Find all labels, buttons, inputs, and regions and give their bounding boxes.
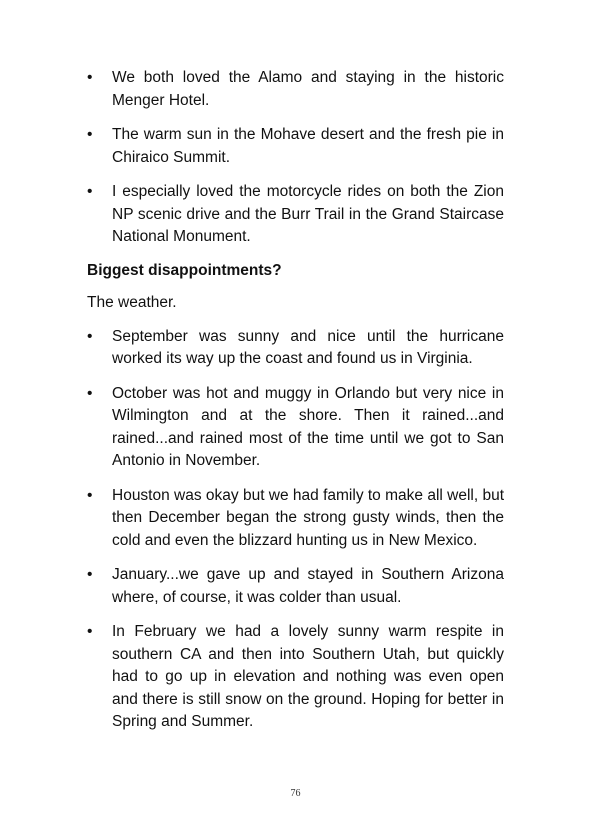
list-item-text: September was sunny and nice until the hurricane worked its way up the coast and found us in Virginia. bbox=[112, 327, 504, 367]
list-item bbox=[87, 564, 504, 609]
list-item-text: We both loved the Alamo and staying in the historic Menger Hotel. bbox=[112, 69, 504, 109]
list-item-text: I especially loved the motorcycle rides on both the Zion NP scenic drive and the Burr Trail in the Grand Staircase National Monument. bbox=[112, 183, 504, 245]
bullet-marker: • bbox=[87, 623, 93, 640]
bullet-marker: • bbox=[87, 486, 93, 504]
list-item-text: January...we gave up and stayed in Southern Arizona where, of course, it was colder than usual. bbox=[112, 566, 504, 606]
list-item bbox=[87, 181, 504, 249]
list-item bbox=[87, 383, 504, 473]
bullet-marker: • bbox=[87, 327, 93, 345]
bullet-marker: • bbox=[87, 69, 93, 86]
list-item bbox=[87, 621, 504, 734]
bullet-marker: • bbox=[87, 566, 93, 583]
list-item-text: In February we had a lovely sunny warm respite in southern CA and then into Southern Utah, but quickly had to go up in elevation and nothing was even open and there is still snow on the ground. Hoping for better in Spring and Summer. bbox=[112, 623, 504, 730]
disappointments-list bbox=[87, 326, 504, 734]
list-item bbox=[87, 67, 504, 112]
bullet-marker: • bbox=[87, 384, 93, 402]
list-item bbox=[87, 485, 504, 553]
section-heading: Biggest disappointments? bbox=[87, 261, 282, 279]
list-item-text: October was hot and muggy in Orlando but very nice in Wilmington and at the shore. Then it rained...and rained...and rained most of the time until we got to San Antonio in November. bbox=[112, 384, 504, 469]
bullet-marker: • bbox=[87, 183, 93, 200]
page-content bbox=[87, 67, 504, 746]
favorites-list bbox=[87, 67, 504, 249]
intro-paragraph: The weather. bbox=[87, 293, 177, 311]
list-item-text: Houston was okay but we had family to make all well, but then December began the strong gusty winds, then the cold and even the blizzard hunting us in New Mexico. bbox=[112, 486, 504, 549]
list-item-text: The warm sun in the Mohave desert and the fresh pie in Chiraico Summit. bbox=[112, 126, 504, 166]
bullet-marker: • bbox=[87, 126, 93, 143]
list-item bbox=[87, 124, 504, 169]
list-item bbox=[87, 326, 504, 371]
page-number: 76 bbox=[290, 788, 301, 799]
